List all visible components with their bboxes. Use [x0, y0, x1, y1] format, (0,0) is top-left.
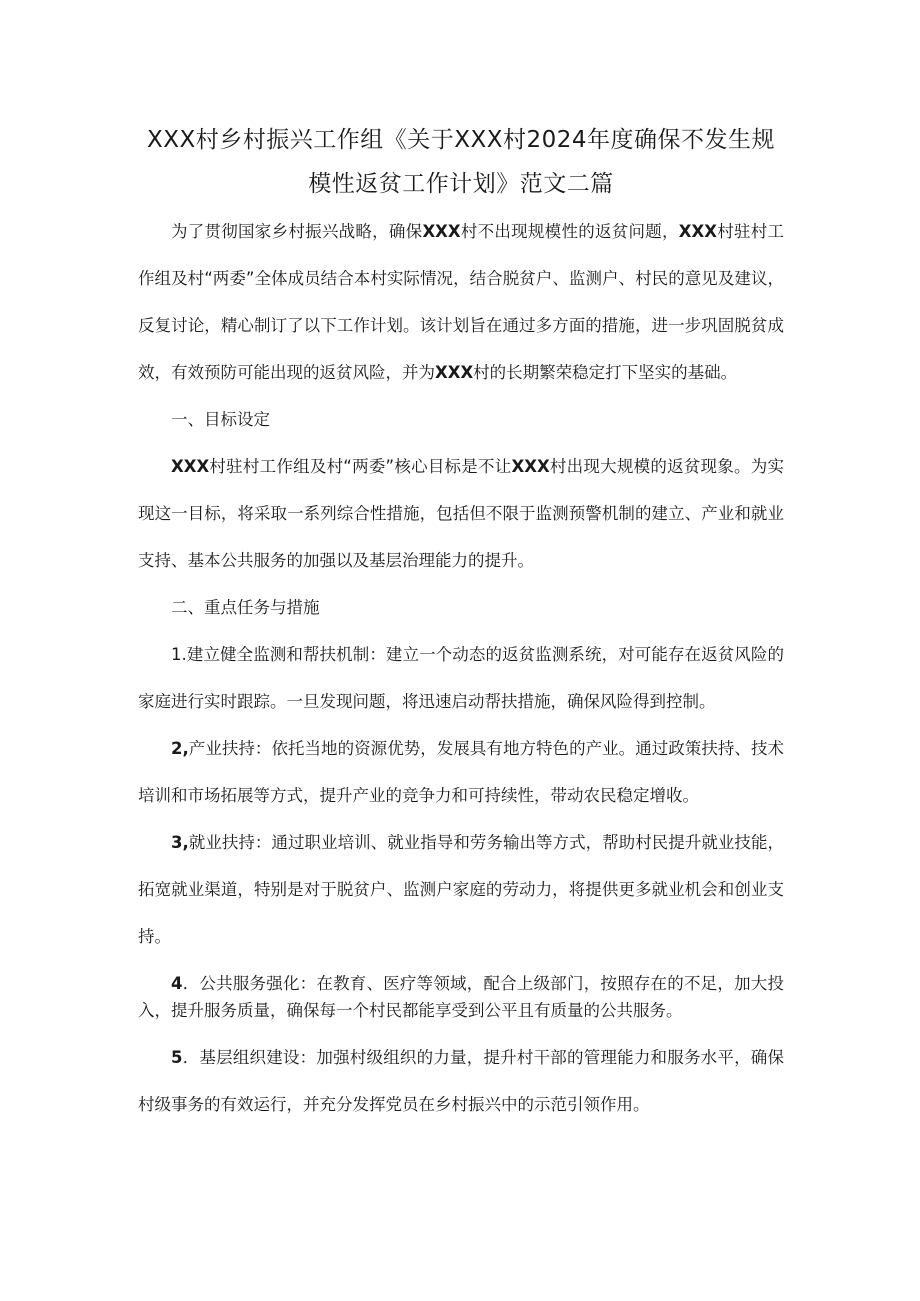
section-1-heading: 一、目标设定	[171, 410, 270, 429]
section-1-text-2: 村出现大规模的返贫现象。为实现这一目标，将采取一系列综合性措施，包括但不限于监测预警机制的建立、产业和就业支持、基本公共服务的加强以及基层治理能力的提升。	[138, 457, 785, 570]
task-item-2-text: 产业扶持：依托当地的资源优势，发展具有地方特色的产业。通过政策扶持、技术培训和市场拓展等方式，提升产业的竞争力和可持续性，带动农民稳定增收。	[138, 739, 784, 805]
section-1-xxx-1: XXX	[171, 457, 210, 476]
task-item-1: 1.建立健全监测和帮扶机制：建立一个动态的返贫监测系统，对可能存在返贫风险的家庭进行实时跟踪。一旦发现问题，将迅速启动帮扶措施，确保风险得到控制。	[138, 645, 784, 711]
intro-xxx-2: XXX	[678, 222, 717, 241]
task-item-4-text: ．公共服务强化：在教育、医疗等领域，配合上级部门，按照存在的不足，加大投入，提升服务质量，确保每一个村民都能享受到公平且有质量的公共服务。	[138, 974, 784, 1020]
task-item-4-number: 4	[171, 974, 183, 993]
intro-text-2: 村不出现规模性的返贫问题，	[460, 222, 679, 241]
document-title-line-2: 模性返贫工作计划》范文二篇	[308, 171, 614, 197]
document-title-line-1: XXX村乡村振兴工作组《关于XXX村2024年度确保不发生规	[146, 127, 776, 153]
task-item-4	[138, 970, 784, 1024]
intro-text-1: 为了贯彻国家乡村振兴战略，确保	[171, 222, 423, 241]
document-page	[138, 118, 784, 1128]
task-item-3	[138, 819, 784, 960]
task-item-3-text: 就业扶持：通过职业培训、就业指导和劳务输出等方式，帮助村民提升就业技能，拓宽就业渠道，特别是对于脱贫户、监测户家庭的劳动力，将提供更多就业机会和创业支持。	[138, 833, 784, 946]
task-item-5-text: ．基层组织建设：加强村级组织的力量，提升村干部的管理能力和服务水平，确保村级事务的有效运行，并充分发挥党员在乡村振兴中的示范引领作用。	[138, 1048, 784, 1114]
section-1-paragraph	[138, 443, 784, 584]
section-2-heading: 二、重点任务与措施	[171, 598, 320, 617]
intro-xxx-3: XXX	[435, 363, 474, 382]
section-1-text-1: 村驻村工作组及村“两委”核心目标是不让	[209, 457, 512, 476]
intro-xxx-1: XXX	[422, 222, 461, 241]
intro-paragraph	[138, 208, 784, 396]
task-item-5	[138, 1034, 784, 1128]
task-item-2-number: 2,	[171, 739, 189, 758]
task-item-2	[138, 725, 784, 819]
section-1-xxx-2: XXX	[511, 457, 550, 476]
task-item-3-number: 3,	[171, 833, 189, 852]
intro-text-3: 村驻村工作组及村“两委”全体成员结合本村实际情况，结合脱贫户、监测户、村民的意见及建议，反复讨论，精心制订了以下工作计划。该计划旨在通过多方面的措施，进一步巩固脱贫成效，有效预防可能出现的返贫风险，并为	[138, 222, 785, 382]
intro-text-4: 村的长期繁荣稳定打下坚实的基础。	[473, 363, 738, 382]
task-item-5-number: 5	[171, 1048, 183, 1067]
